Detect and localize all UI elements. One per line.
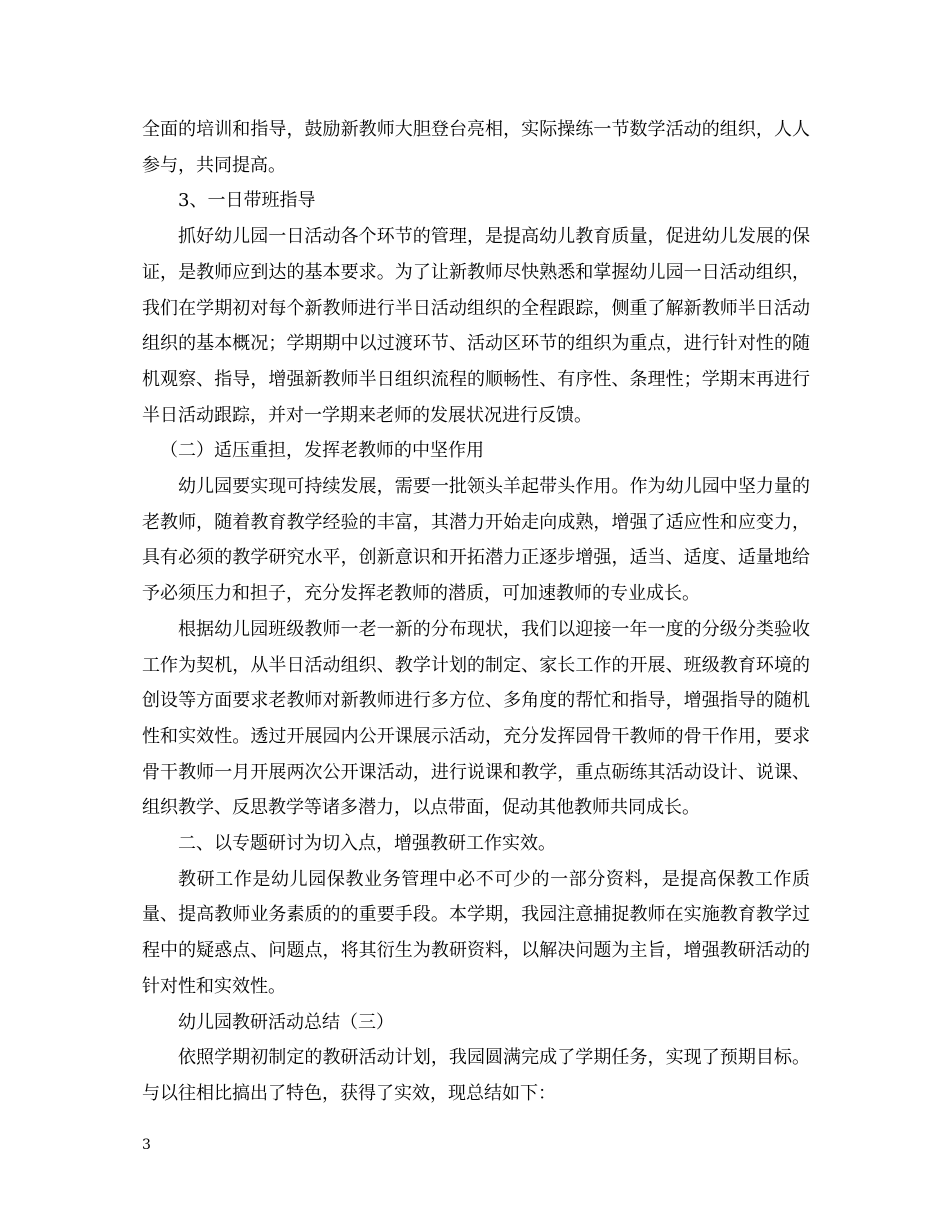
section-heading-one-day-guidance: 3、一日带班指导 bbox=[178, 190, 316, 212]
paragraph-summary-intro: 依照学期初制定的教研活动计划，我园圆满完成了学期任务，实现了预期目标。与以往相比搞出了特色，获得了实效，现总结如下： bbox=[142, 1047, 810, 1104]
paragraph-research-work: 教研工作是幼儿园保教业务管理中必不可少的一部分资料，是提高保教工作质量、提高教师业务素质的的重要手段。本学期，我园注意捕捉教师在实施教育教学过程中的疑惑点、问题点，将其衍生为教研资料，以解决问题为主旨，增强教研活动的针对性和实效性。 bbox=[142, 868, 810, 997]
page-number: 3 bbox=[142, 1137, 151, 1153]
paragraph-daily-activity: 抓好幼儿园一日活动各个环节的管理，是提高幼儿教育质量，促进幼儿发展的保证，是教师应到达的基本要求。为了让新教师尽快熟悉和掌握幼儿园一日活动组织，我们在学期初对每个新教师进行半日活动组织的全程跟踪，侧重了解新教师半日活动组织的基本概况；学期期中以过渡环节、活动区环节的组织为重点，进行针对性的随机观察、指导，增强新教师半日组织流程的顺畅性、有序性、条理性；学期末再进行半日活动跟踪，并对一学期来老师的发展状况进行反馈。 bbox=[142, 226, 810, 426]
paragraph-mentoring: 根据幼儿园班级教师一老一新的分布现状，我们以迎接一年一度的分级分类验收工作为契机，从半日活动组织、教学计划的制定、家长工作的开展、班级教育环境的创设等方面要求老教师对新教师进行多方位、多角度的帮忙和指导，增强指导的随机性和实效性。透过开展园内公开课展示活动，充分发挥园骨干教师的骨干作用，要求骨干教师一月开展两次公开课活动，进行说课和教学，重点砺练其活动设计、说课、组织教学、反思教学等诸多潜力，以点带面，促动其他教师共同成长。 bbox=[142, 618, 810, 819]
document-body bbox=[142, 112, 810, 1112]
paragraph-continuation: 全面的培训和指导，鼓励新教师大胆登台亮相，实际操练一节数学活动的组织，人人参与，共同提高。 bbox=[142, 119, 810, 176]
section-heading-summary-three: 幼儿园教研活动总结（三） bbox=[178, 1011, 394, 1033]
paragraph-sustainable-development: 幼儿园要实现可持续发展，需要一批领头羊起带头作用。作为幼儿园中坚力量的老教师，随着教育教学经验的丰富，其潜力开始走向成熟，增强了适应性和应变力，具有必须的教学研究水平，创新意识和开拓潜力正逐步增强，适当、适度、适量地给予必须压力和担子，充分发挥老教师的潜质，可加速教师的专业成长。 bbox=[142, 476, 810, 605]
section-heading-topic-research: 二、以专题研讨为切入点，增强教研工作实效。 bbox=[178, 833, 556, 855]
section-heading-senior-teachers: （二）适压重担，发挥老教师的中坚作用 bbox=[160, 440, 484, 462]
